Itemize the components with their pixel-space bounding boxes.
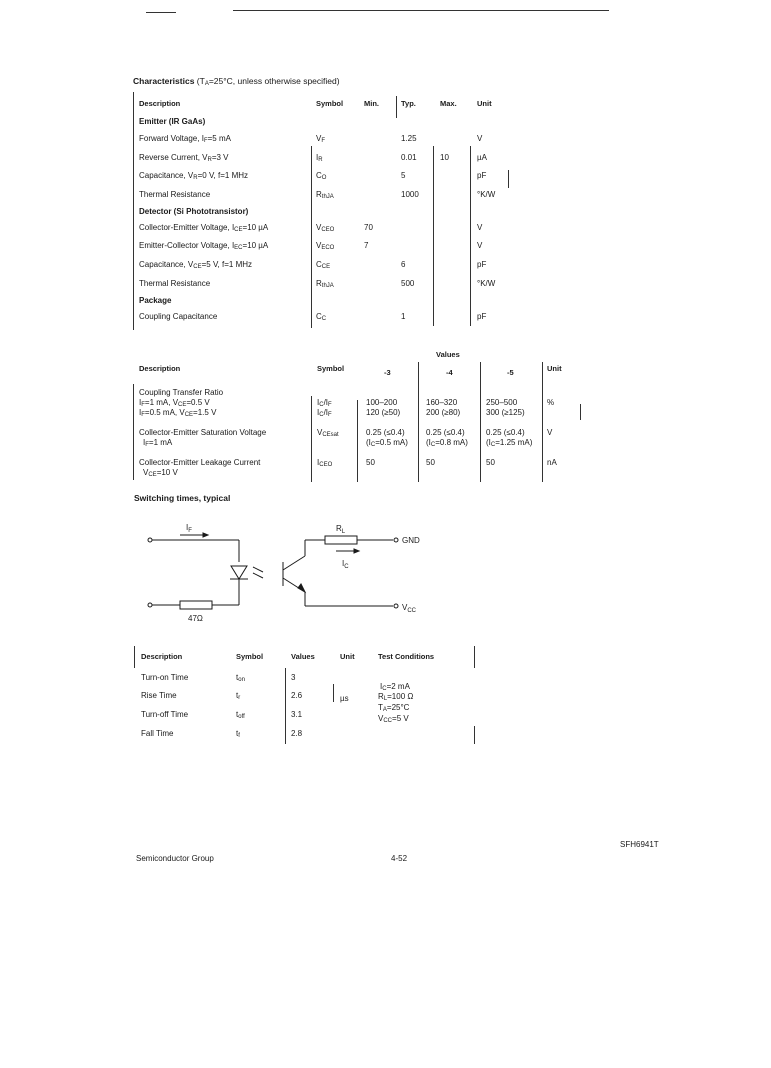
char-row-min: 7: [364, 241, 369, 250]
part-number: SFH6941T: [620, 840, 659, 849]
char-header-min: Min.: [364, 99, 379, 108]
char-row-typ: 1.25: [401, 134, 417, 143]
char-row-unit: °K/W: [477, 279, 496, 288]
char-row-unit: pF: [477, 312, 487, 321]
ctr-title: Coupling Transfer Ratio: [139, 388, 224, 397]
val-header-symbol: Symbol: [317, 364, 345, 373]
val-header-c3: -3: [384, 368, 391, 377]
char-header-symbol: Symbol: [316, 99, 344, 108]
sw-row-value: 3: [291, 673, 296, 682]
char-row-symbol: $C_C$: [316, 312, 327, 322]
char-row-symbol: $V_F$: [316, 134, 326, 144]
char-row-unit: V: [477, 223, 483, 232]
ctr-value: 200 (≥80): [426, 408, 461, 417]
char-row-desc: Thermal Resistance: [139, 190, 211, 199]
sw-row-desc: Rise Time: [141, 691, 177, 700]
sat-cond: $I_F=1$ mA: [143, 438, 173, 448]
sw-row-symbol: $t_{on}$: [236, 673, 245, 683]
char-row-typ: 5: [401, 171, 406, 180]
sw-row-desc: Turn-off Time: [141, 710, 189, 719]
sw-row-value: 2.6: [291, 691, 303, 700]
values-label: Values: [436, 350, 460, 359]
char-row-unit: pF: [477, 260, 487, 269]
char-row-unit: V: [477, 134, 483, 143]
switching-heading: Switching times, typical: [134, 493, 231, 503]
char-row-typ: 1000: [401, 190, 419, 199]
char-row-symbol: $I_R$: [316, 153, 323, 163]
sat-current: ($I_C=1.25$ mA): [486, 438, 533, 448]
char-row-symbol: $C_{CE}$: [316, 260, 331, 270]
ctr-value: 300 (≥125): [486, 408, 525, 417]
char-row-typ: 6: [401, 260, 406, 269]
sw-left-border: [134, 646, 135, 668]
gnd-label: GND: [402, 536, 420, 545]
sw-border-unit: [333, 684, 334, 702]
characteristics-title: Characteristics ($T_A=25^\circ C$, unless otherwise specified): [133, 76, 340, 87]
resistor-47-icon: [180, 601, 212, 609]
sw-row-symbol: $t_{off}$: [236, 710, 245, 720]
char-row-desc: Emitter-Collector Voltage, $I_{EC}=10$ µA: [139, 241, 269, 251]
input-terminal-top: [148, 538, 152, 542]
char-row-desc: Coupling Capacitance: [139, 312, 218, 321]
char-row-unit: µA: [477, 153, 487, 162]
sat-value: 0.25 (≤0.4): [366, 428, 405, 437]
ctr-cond-2: $I_F=0.5$ mA, $V_{CE}=1.5$ V: [139, 408, 217, 418]
sat-value: 0.25 (≤0.4): [426, 428, 465, 437]
sw-header-description: Description: [141, 652, 183, 661]
sat-current: ($I_C=0.8$ mA): [426, 438, 468, 448]
char-row-symbol: $V_{CEO}$: [316, 223, 335, 233]
sw-header-unit: Unit: [340, 652, 355, 661]
char-header-max: Max.: [440, 99, 457, 108]
val-header-unit: Unit: [547, 364, 562, 373]
sat-value: 0.25 (≤0.4): [486, 428, 525, 437]
leak-value: 50: [486, 458, 495, 467]
leak-cond: $V_{CE}=10$ V: [143, 468, 178, 478]
sat-symbol: $V_{CEsat}$: [317, 428, 339, 438]
if-label: $I_F$: [186, 523, 192, 534]
char-row-unit: pF: [477, 171, 487, 180]
val-header-description: Description: [139, 364, 181, 373]
resistor-47-label: 47Ω: [188, 614, 203, 623]
sat-unit: V: [547, 428, 553, 437]
char-header-typ: Typ.: [401, 99, 416, 108]
sw-row-symbol: $t_f$: [236, 729, 240, 739]
detector-heading: Detector (Si Phototransistor): [139, 207, 249, 216]
leak-value: 50: [426, 458, 435, 467]
ctr-value: 120 (≥50): [366, 408, 401, 417]
char-row-symbol: $C_O$: [316, 171, 327, 181]
sw-row-value: 2.8: [291, 729, 303, 738]
char-row-desc: Reverse Current, $V_R=3$ V: [139, 153, 229, 163]
footer-left: Semiconductor Group: [136, 854, 214, 863]
gnd-terminal: [394, 538, 398, 542]
sw-test-condition: $V_{CC}=5$ V: [378, 714, 409, 724]
ctr-value: 160–320: [426, 398, 458, 407]
rl-label: $R_L$: [336, 524, 346, 535]
leak-value: 50: [366, 458, 375, 467]
sw-border-right: [474, 646, 475, 668]
emitter-heading: Emitter (IR GaAs): [139, 117, 206, 126]
if-arrow-icon: [203, 533, 208, 537]
leak-symbol: $I_{CEO}$: [317, 458, 333, 468]
sw-unit: µs: [340, 694, 349, 703]
char-row-desc: Thermal Resistance: [139, 279, 211, 288]
char-row-typ: 1: [401, 312, 406, 321]
char-row-max: 10: [440, 153, 449, 162]
char-row-typ: 0.01: [401, 153, 417, 162]
char-header-description: Description: [139, 99, 181, 108]
char-header-unit: Unit: [477, 99, 492, 108]
ctr-value: 100–200: [366, 398, 398, 407]
sw-header-conditions: Test Conditions: [378, 652, 435, 661]
sw-row-symbol: $t_r$: [236, 691, 241, 701]
ctr-symbol-1: $I_C/I_F$: [317, 398, 332, 408]
sw-row-value: 3.1: [291, 710, 303, 719]
ctr-value: 250–500: [486, 398, 518, 407]
sw-row-desc: Turn-on Time: [141, 673, 189, 682]
char-row-desc: Collector-Emitter Voltage, $I_{CE}=10$ µA: [139, 223, 269, 233]
page-number: 4-52: [391, 854, 408, 863]
sw-header-symbol: Symbol: [236, 652, 264, 661]
sw-test-condition: $I_C=2$ mA: [380, 682, 410, 692]
sat-title: Collector-Emitter Saturation Voltage: [139, 428, 267, 437]
char-row-unit: °K/W: [477, 190, 496, 199]
sw-border-values: [285, 668, 286, 744]
sw-border-right-2: [474, 726, 475, 744]
sw-test-condition: $R_L=100$ Ω: [378, 692, 414, 702]
char-row-symbol: $V_{ECO}$: [316, 241, 335, 251]
leak-title: Collector-Emitter Leakage Current: [139, 458, 261, 467]
char-row-typ: 500: [401, 279, 415, 288]
input-terminal-bottom: [148, 603, 152, 607]
char-row-unit: V: [477, 241, 483, 250]
load-resistor-icon: [325, 536, 357, 544]
char-row-desc: Capacitance, $V_{CE}=5$ V, f=1 MHz: [139, 260, 253, 270]
val-header-c5: -5: [507, 368, 514, 377]
sw-header-values: Values: [291, 652, 315, 661]
ic-label: $I_C$: [342, 559, 349, 570]
vcc-label: $V_{CC}$: [402, 603, 417, 614]
char-row-symbol: $R_{thJA}$: [316, 190, 334, 200]
ctr-unit: %: [547, 398, 555, 407]
ctr-cond-1: $I_F=1$ mA, $V_{CE}=0.5$ V: [139, 398, 210, 408]
char-row-desc: Forward Voltage, $I_F=5$ mA: [139, 134, 231, 144]
ctr-symbol-2: $I_C/I_F$: [317, 408, 332, 418]
led-diode-icon: [231, 566, 247, 579]
sat-current: ($I_C=0.5$ mA): [366, 438, 408, 448]
char-row-min: 70: [364, 223, 373, 232]
char-row-desc: Capacitance, $V_R=0$ V, f=1 MHz: [139, 171, 249, 181]
val-header-c4: -4: [446, 368, 453, 377]
sw-test-condition: $T_A=25^\circ C$: [378, 703, 410, 713]
package-heading: Package: [139, 296, 172, 305]
leak-unit: nA: [547, 458, 557, 467]
sw-row-desc: Fall Time: [141, 729, 174, 738]
ic-arrow-icon: [354, 549, 359, 553]
char-row-symbol: $R_{thJA}$: [316, 279, 334, 289]
vcc-terminal: [394, 604, 398, 608]
